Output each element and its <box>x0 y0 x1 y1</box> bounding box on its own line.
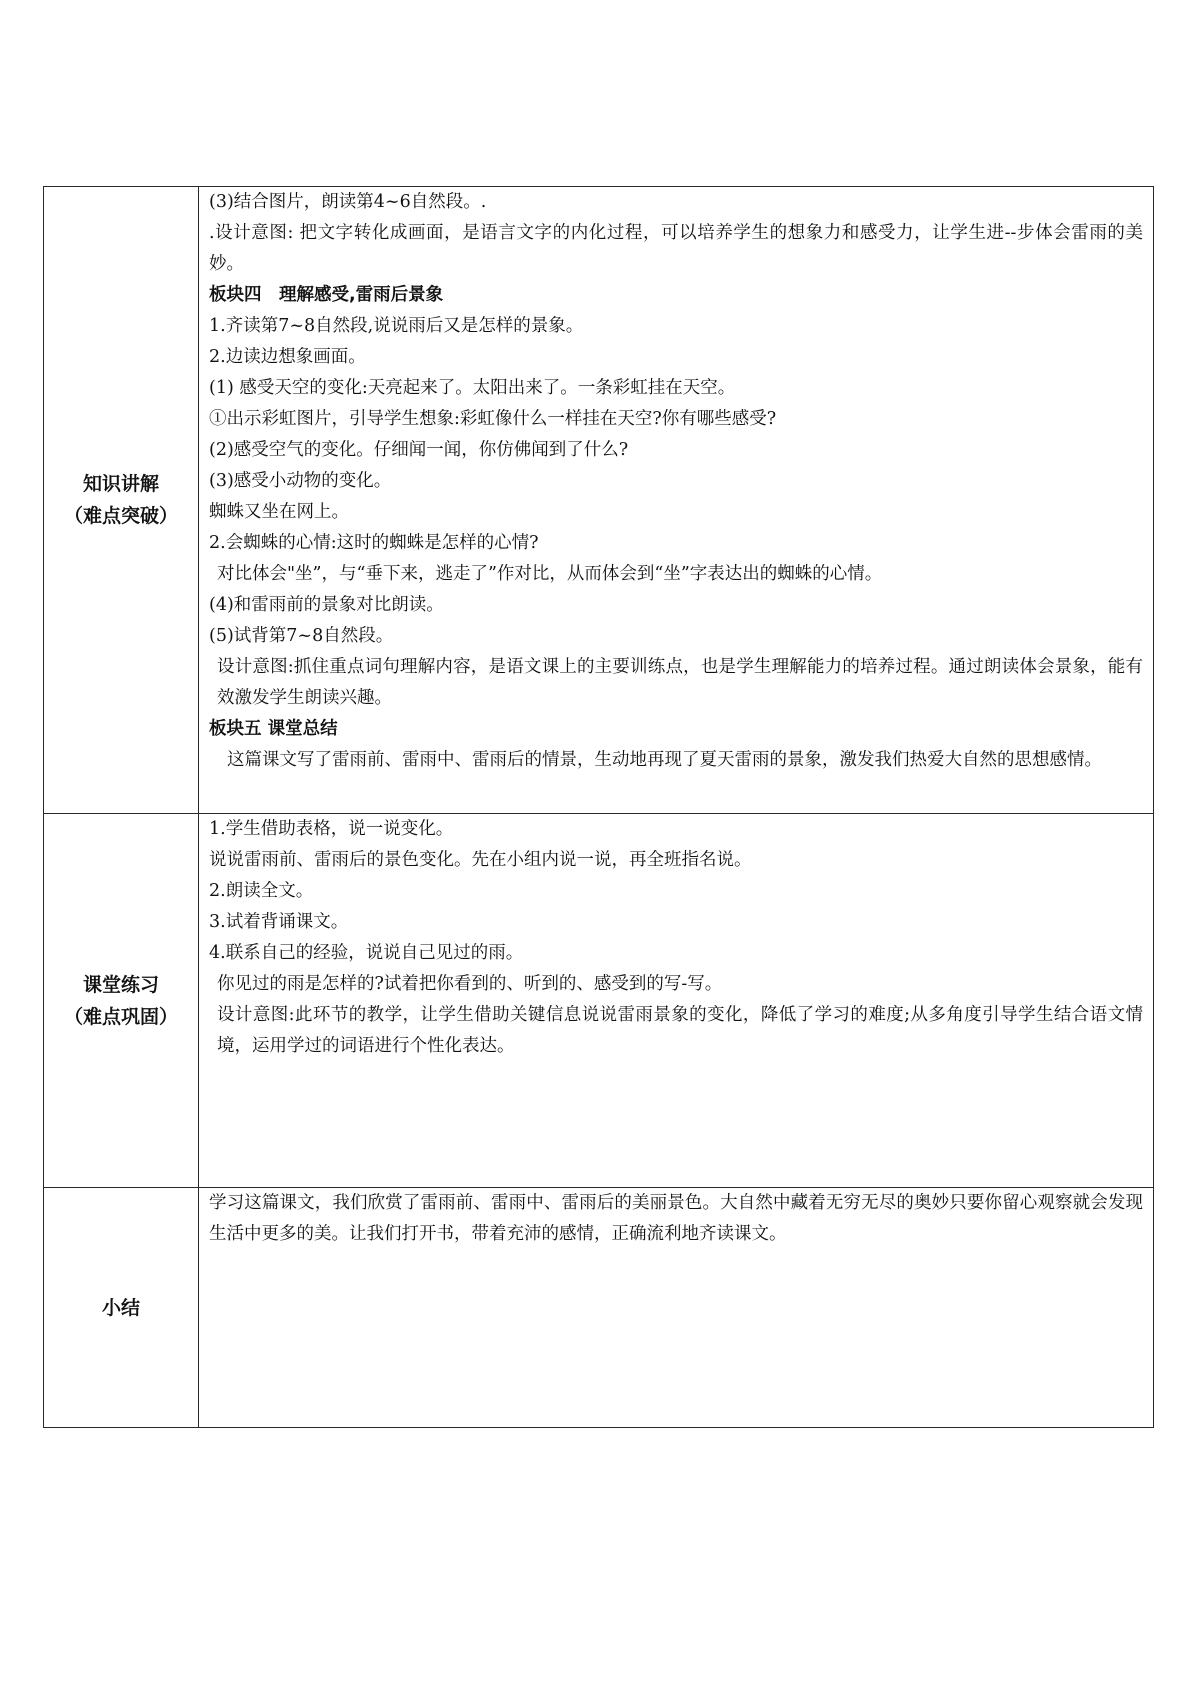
practice-label-cell <box>44 814 199 1188</box>
lesson-plan-table <box>43 186 1154 1428</box>
knowledge-line: (1) 感受天空的变化:天亮起来了。太阳出来了。一条彩虹挂在天空。 <box>209 378 736 398</box>
knowledge-content-cell <box>199 187 1154 814</box>
knowledge-sublabel: （难点突破） <box>63 505 178 527</box>
section-heading: 板块五 课堂总结 <box>209 719 338 739</box>
knowledge-line: (2)感受空气的变化。仔细闻一闻，你仿佛闻到了什么? <box>209 440 629 460</box>
design-intent: 设计意图:抓住重点词句理解内容，是语文课上的主要训练点，也是学生理解能力的培养过程。通过朗读体会景象，能有效激发学生朗读兴趣。 <box>217 657 1143 708</box>
knowledge-line: (4)和雷雨前的景象对比朗读。 <box>209 595 444 615</box>
summary-text: 学习这篇课文，我们欣赏了雷雨前、雷雨中、雷雨后的美丽景色。大自然中藏着无穷无尽的奥妙只要你留心观察就会发现生活中更多的美。让我们打开书，带着充沛的感情，正确流利地齐读课文。 <box>209 1193 1143 1244</box>
practice-label: 课堂练习 <box>82 973 159 996</box>
section-heading: 板块四 理解感受,雷雨后景象 <box>209 285 444 305</box>
summary-label-cell <box>44 1188 199 1428</box>
knowledge-label-cell <box>44 187 199 814</box>
practice-line: 说说雷雨前、雷雨后的景色变化。先在小组内说一说，再全班指名说。 <box>209 850 752 870</box>
knowledge-line: 对比体会"坐”，与“垂下来，逃走了”作对比，从而体会到“坐”字表达出的蜘蛛的心情。 <box>217 564 883 584</box>
knowledge-row <box>44 187 1154 814</box>
knowledge-line: 2.边读边想象画面。 <box>209 347 366 367</box>
practice-content-cell <box>199 814 1154 1188</box>
practice-line: 1.学生借助表格，说一说变化。 <box>209 819 454 839</box>
knowledge-line: (5)试背第7~8自然段。 <box>209 626 394 646</box>
knowledge-line: 1.齐读第7~8自然段,说说雨后又是怎样的景象。 <box>209 316 584 336</box>
knowledge-label: 知识讲解 <box>82 473 159 495</box>
practice-line: 3.试着背诵课文。 <box>209 912 349 932</box>
practice-line: 4.联系自己的经验，说说自己见过的雨。 <box>209 943 524 963</box>
practice-sublabel: （难点巩固） <box>63 1005 178 1028</box>
knowledge-line: (3)感受小动物的变化。 <box>209 471 392 491</box>
summary-content-cell <box>199 1188 1154 1428</box>
practice-line: 2.朗读全文。 <box>209 881 314 901</box>
knowledge-line: 蜘蛛又坐在网上。 <box>209 502 349 522</box>
knowledge-line: ①出示彩虹图片，引导学生想象:彩虹像什么一样挂在天空?你有哪些感受? <box>209 409 777 429</box>
knowledge-line: 这篇课文写了雷雨前、雷雨中、雷雨后的情景，生动地再现了夏天雷雨的景象，激发我们热爱大自然的思想感情。 <box>227 750 1102 770</box>
practice-row <box>44 814 1154 1188</box>
design-intent: 设计意图:此环节的教学，让学生借助关键信息说说雷雨景象的变化，降低了学习的难度;从多角度引导学生结合语文情境，运用学过的词语进行个性化表达。 <box>217 1005 1143 1056</box>
summary-label: 小结 <box>101 1296 140 1319</box>
practice-line: 你见过的雨是怎样的?试着把你看到的、听到的、感受到的写-写。 <box>217 974 723 994</box>
summary-row <box>44 1188 1154 1428</box>
knowledge-line: 2.会蜘蛛的心情:这时的蜘蛛是怎样的心情? <box>209 533 539 553</box>
knowledge-line: .设计意图: 把文字转化成画面，是语言文字的内化过程，可以培养学生的想象力和感受力，让学生进--步体会雷雨的美妙。 <box>209 223 1143 274</box>
knowledge-line: (3)结合图片，朗读第4~6自然段。. <box>209 192 487 212</box>
